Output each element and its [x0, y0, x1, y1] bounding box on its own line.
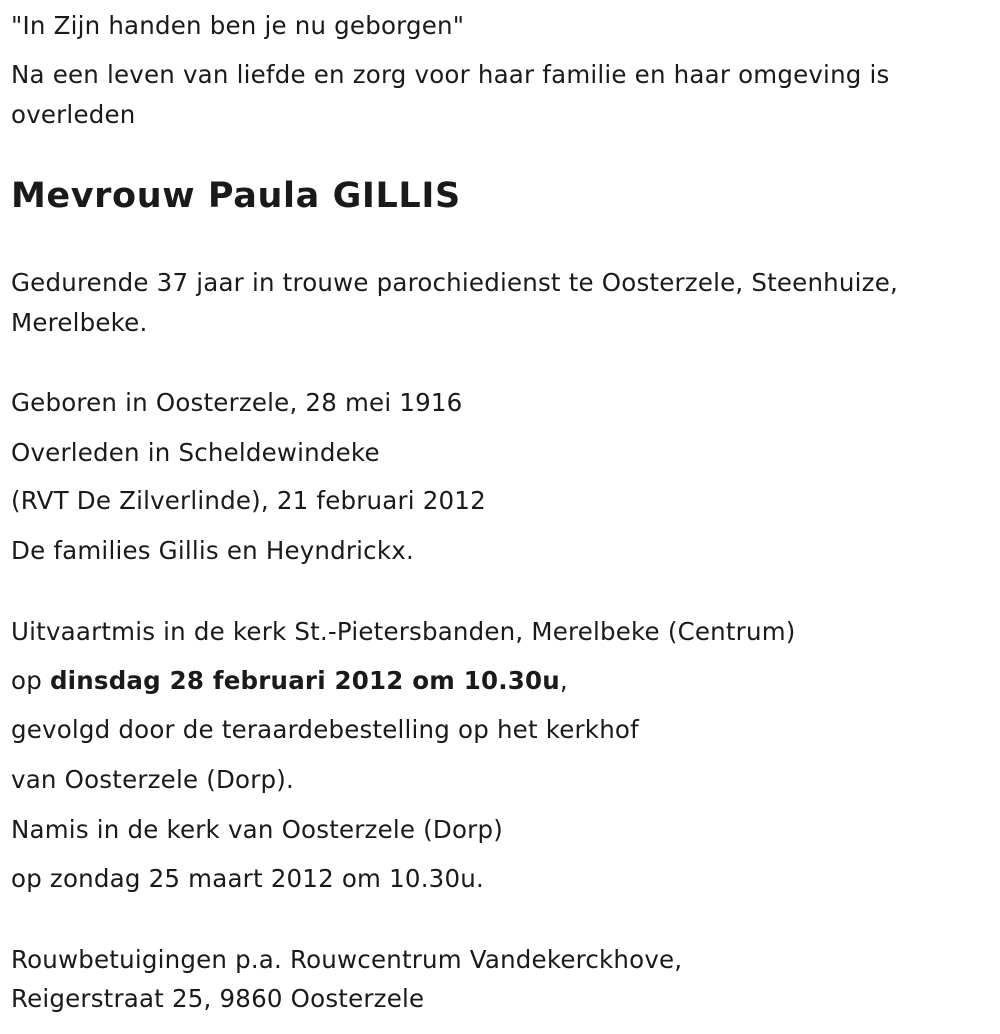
condolences-line-1: Rouwbetuigingen p.a. Rouwcentrum Vandekerckhove, — [11, 945, 683, 974]
namis-line-1: Namis in de kerk van Oosterzele (Dorp) — [11, 815, 503, 844]
namis-line-2: op zondag 25 maart 2012 om 10.30u. — [11, 864, 484, 893]
service-text: Gedurende 37 jaar in trouwe parochiedienst te Oosterzele, Steenhuize, Merelbeke. — [11, 268, 898, 337]
funeral-church: Uitvaartmis in de kerk St.-Pietersbanden, Merelbeke (Centrum) — [11, 617, 796, 646]
birth-info: Geboren in Oosterzele, 28 mei 1916 — [11, 388, 463, 417]
funeral-datetime: dinsdag 28 februari 2012 om 10.30u — [49, 666, 560, 695]
burial-line-2: van Oosterzele (Dorp). — [11, 765, 295, 794]
funeral-date-line — [11, 661, 568, 701]
death-date: (RVT De Zilverlinde), 21 februari 2012 — [11, 486, 486, 515]
death-place: Overleden in Scheldewindeke — [11, 438, 380, 467]
families-line: De families Gillis en Heyndrickx. — [11, 536, 414, 565]
funeral-suffix: , — [559, 666, 568, 695]
burial-line-1: gevolgd door de teraardebestelling op het kerkhof — [11, 715, 639, 744]
funeral-prefix: op — [11, 666, 50, 695]
condolences-line-2: Reigerstraat 25, 9860 Oosterzele — [11, 984, 425, 1013]
intro-text: Na een leven van liefde en zorg voor haar familie en haar omgeving is overleden — [11, 60, 890, 129]
deceased-name: Mevrouw Paula GILLIS — [11, 176, 461, 216]
opening-quote: "In Zijn handen ben je nu geborgen" — [11, 11, 465, 40]
